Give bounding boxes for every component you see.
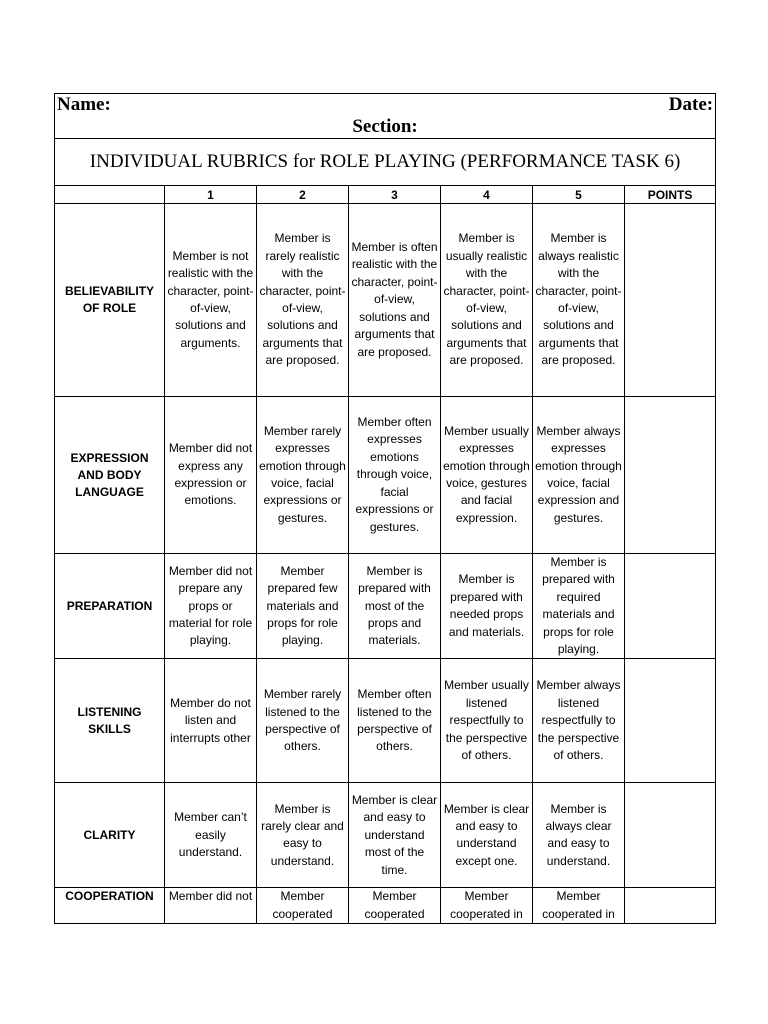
- column-header: 4: [441, 186, 533, 204]
- rubric-row: [55, 659, 716, 783]
- descriptor-cell: Member did not prepare any props or material for role playing.: [165, 554, 257, 659]
- header-row: [55, 94, 716, 139]
- points-cell: [625, 204, 716, 397]
- section-label: Section:: [352, 116, 418, 137]
- title-row: [55, 139, 716, 186]
- column-header-row: [55, 186, 716, 204]
- column-header: 5: [533, 186, 625, 204]
- descriptor-cell: Member cooperated in: [441, 888, 533, 924]
- descriptor-cell: Member rarely listened to the perspective of others.: [257, 659, 349, 783]
- criterion-cell: LISTENING SKILLS: [55, 659, 165, 783]
- rubric-row: [55, 783, 716, 888]
- criterion-cell: BELIEVABILITY OF ROLE: [55, 204, 165, 397]
- descriptor-cell: Member prepared few materials and props for role playing.: [257, 554, 349, 659]
- descriptor-cell: Member is often realistic with the character, point-of-view, solutions and arguments that are proposed.: [349, 204, 441, 397]
- points-cell: [625, 659, 716, 783]
- descriptor-cell: Member is always realistic with the character, point-of-view, solutions and arguments that are proposed.: [533, 204, 625, 397]
- column-header: 3: [349, 186, 441, 204]
- rubric-row: [55, 554, 716, 659]
- criterion-cell: PREPARATION: [55, 554, 165, 659]
- descriptor-cell: Member did not express any expression or emotions.: [165, 397, 257, 554]
- date-label: Date:: [668, 94, 714, 115]
- descriptor-cell: Member is prepared with required materials and props for role playing.: [533, 554, 625, 659]
- descriptor-cell: Member is always clear and easy to understand.: [533, 783, 625, 888]
- criterion-cell: CLARITY: [55, 783, 165, 888]
- descriptor-cell: Member is not realistic with the character, point-of-view, solutions and arguments.: [165, 204, 257, 397]
- descriptor-cell: Member always expresses emotion through voice, facial expression and gestures.: [533, 397, 625, 554]
- descriptor-cell: Member is clear and easy to understand most of the time.: [349, 783, 441, 888]
- column-header: 1: [165, 186, 257, 204]
- descriptor-cell: Member usually expresses emotion through voice, gestures and facial expression.: [441, 397, 533, 554]
- descriptor-cell: Member often expresses emotions through voice, facial expressions or gestures.: [349, 397, 441, 554]
- descriptor-cell: Member is rarely realistic with the character, point-of-view, solutions and arguments that are proposed.: [257, 204, 349, 397]
- descriptor-cell: Member cooperated: [349, 888, 441, 924]
- descriptor-cell: Member is usually realistic with the character, point-of-view, solutions and arguments that are proposed.: [441, 204, 533, 397]
- descriptor-cell: Member cooperated in: [533, 888, 625, 924]
- descriptor-cell: Member did not: [165, 888, 257, 924]
- descriptor-cell: Member always listened respectfully to the perspective of others.: [533, 659, 625, 783]
- descriptor-cell: Member is prepared with most of the props and materials.: [349, 554, 441, 659]
- points-cell: [625, 783, 716, 888]
- descriptor-cell: Member often listened to the perspective of others.: [349, 659, 441, 783]
- rubric-row: [55, 397, 716, 554]
- descriptor-cell: Member usually listened respectfully to the perspective of others.: [441, 659, 533, 783]
- points-cell: [625, 554, 716, 659]
- column-header: POINTS: [625, 186, 716, 204]
- criterion-cell: EXPRESSION AND BODY LANGUAGE: [55, 397, 165, 554]
- criterion-cell: COOPERATION: [55, 888, 165, 924]
- descriptor-cell: Member is prepared with needed props and materials.: [441, 554, 533, 659]
- descriptor-cell: Member cooperated: [257, 888, 349, 924]
- rubric-title: INDIVIDUAL RUBRICS for ROLE PLAYING (PERFORMANCE TASK 6): [55, 139, 716, 186]
- descriptor-cell: Member do not listen and interrupts other: [165, 659, 257, 783]
- descriptor-cell: Member is rarely clear and easy to understand.: [257, 783, 349, 888]
- header-cell: [55, 94, 716, 139]
- points-cell: [625, 397, 716, 554]
- column-header: [55, 186, 165, 204]
- rubric-table: [54, 93, 716, 924]
- column-header: 2: [257, 186, 349, 204]
- descriptor-cell: Member is clear and easy to understand except one.: [441, 783, 533, 888]
- descriptor-cell: Member rarely expresses emotion through voice, facial expressions or gestures.: [257, 397, 349, 554]
- rubric-row: [55, 204, 716, 397]
- rubric-row: [55, 888, 716, 924]
- descriptor-cell: Member can’t easily understand.: [165, 783, 257, 888]
- name-label: Name:: [57, 94, 111, 115]
- points-cell: [625, 888, 716, 924]
